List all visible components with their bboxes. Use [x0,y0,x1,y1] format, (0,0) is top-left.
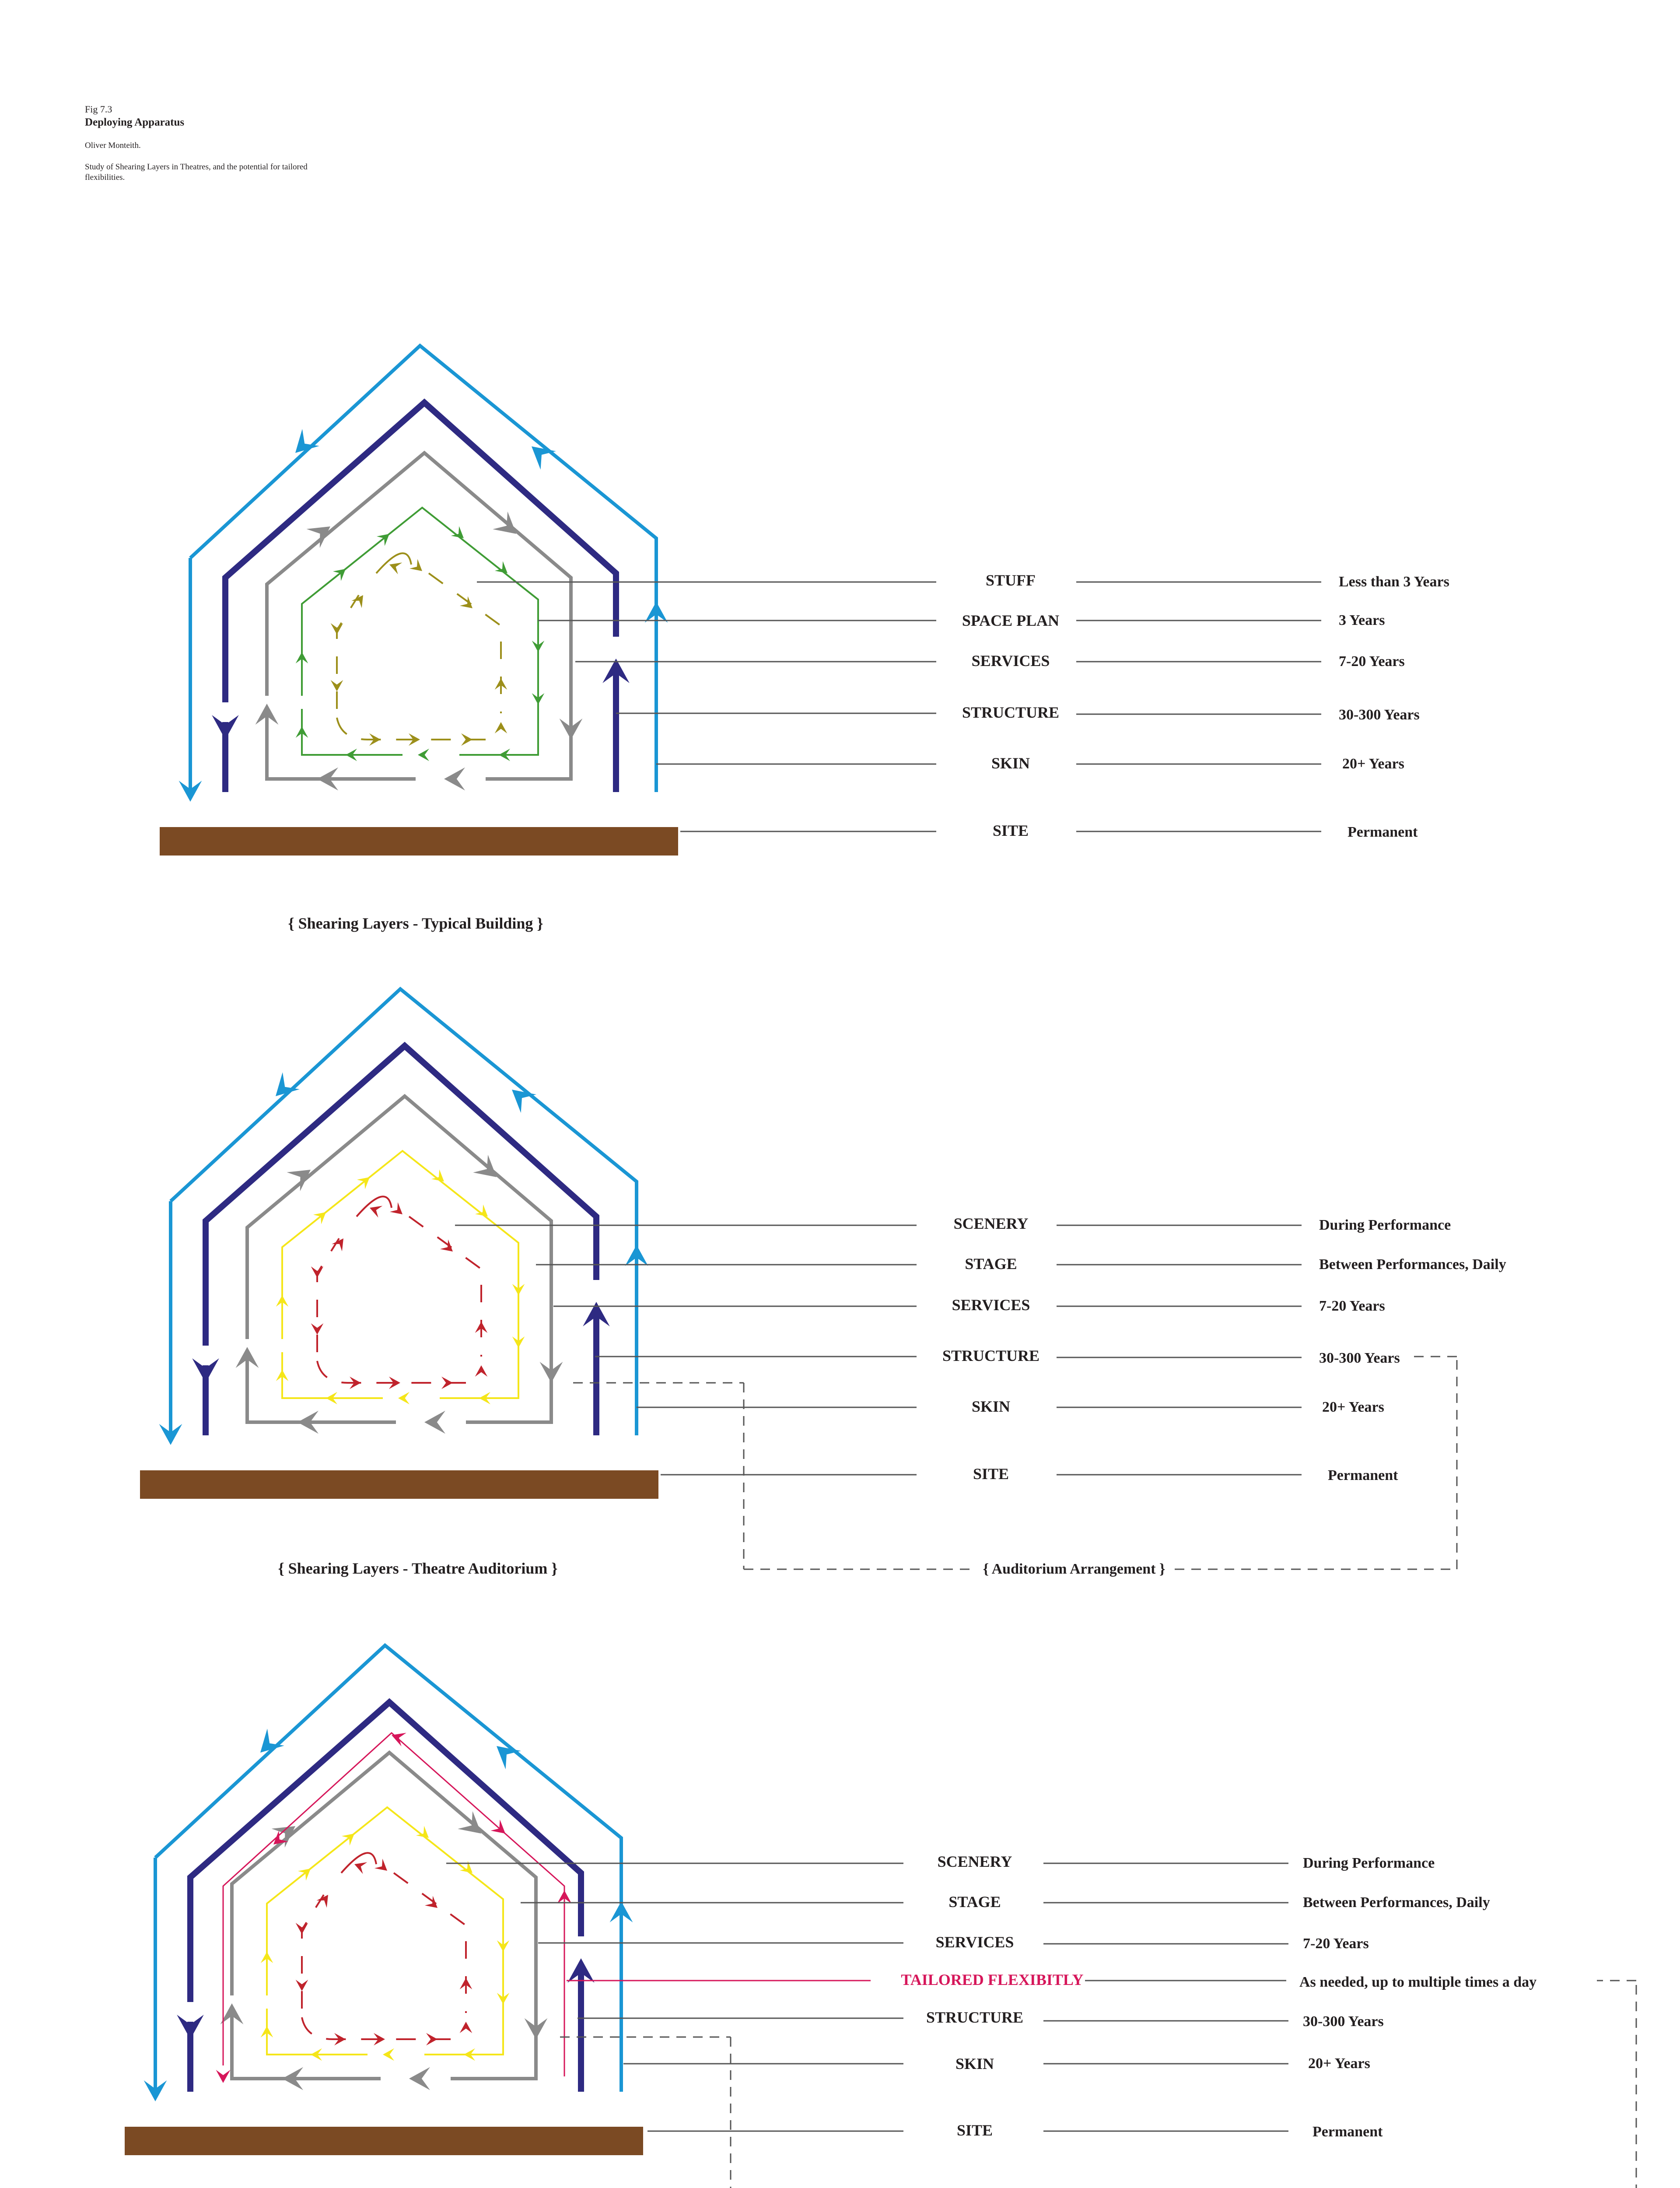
layer-value-stage: Between Performances, Daily [1319,1256,1506,1273]
core-layer-arrow [296,1923,308,1934]
layer-value-site: Permanent [1348,824,1418,840]
tailored-layer-frame [223,1733,564,2076]
layer-label-scenery: SCENERY [953,1215,1029,1232]
layer-value-scenery: During Performance [1303,1855,1435,1871]
layer-value-space-plan: 3 Years [1339,612,1385,628]
layer-value-stuff: Less than 3 Years [1339,574,1449,590]
layer-label-services: SERVICES [971,652,1050,670]
layer-value-services: 7-20 Years [1319,1298,1385,1314]
layer-value-structure: 30-300 Years [1303,2013,1384,2030]
layer-value-site: Permanent [1328,1467,1398,1483]
inner-layer-arrow [383,2048,394,2061]
site-slab [125,2127,643,2155]
services-arrow-roof-left [272,1826,295,1848]
core-layer-arrow [374,1858,387,1871]
layer-label-space-plan: SPACE PLAN [962,612,1060,629]
layer-label-site: SITE [992,822,1029,839]
bracket-label: { Auditorium Arrangement } [979,1561,1170,1578]
layer-label-stage: STAGE [965,1255,1017,1273]
core-layer-left [302,1895,324,2009]
layer-value-stage: Between Performances, Daily [1303,1894,1490,1911]
diagram-caption: { Shearing Layers - Theatre Auditorium } [278,1560,558,1577]
structure-arrow-down [177,2015,204,2039]
figure-title: Deploying Apparatus [85,116,185,128]
layer-value-structure: 30-300 Years [1319,1350,1400,1366]
layer-value-tailored-flexibility: As needed, up to multiple times a day [1299,1974,1537,1990]
skin-roof [155,1645,621,1952]
layer-label-site: SITE [956,2121,993,2139]
core-layer-arrow [354,1862,367,1874]
figure-number: Fig 7.3 [85,104,112,115]
services-lower [232,2013,381,2079]
layer-label-stuff: STUFF [985,572,1036,589]
layer-value-skin: 20+ Years [1342,756,1404,772]
layer-value-site: Permanent [1312,2124,1383,2140]
layer-label-site: SITE [973,1465,1009,1483]
layer-label-services: SERVICES [935,1933,1014,1951]
figure-author: Oliver Monteith. [85,141,141,150]
layer-value-structure: 30-300 Years [1339,707,1420,723]
core-layer-top [341,1853,376,1873]
skin-arrow-roof-right [497,1746,521,1769]
figure-description: Study of Shearing Layers in Theatres, and the potential for tailored flexibilities. [85,162,308,182]
layer-value-scenery: During Performance [1319,1217,1451,1233]
layer-value-skin: 20+ Years [1322,1399,1384,1415]
layer-label-structure: STRUCTURE [942,1347,1040,1364]
structure-frame [190,1702,581,2002]
layer-label-structure: STRUCTURE [962,704,1060,721]
layer-label-stage: STAGE [948,1893,1001,1911]
layer-label-structure: STRUCTURE [926,2009,1024,2026]
core-layer-arrow [460,2022,472,2033]
tailored-arrow-down [216,2070,231,2083]
layer-label-services: SERVICES [952,1296,1030,1314]
layer-label-skin: SKIN [971,1398,1011,1415]
layer-label-skin: SKIN [955,2055,994,2072]
inner-layer-lower [267,2009,368,2055]
core-layer-arrow [296,1980,308,1991]
layer-value-services: 7-20 Years [1339,653,1405,670]
layer-label-scenery: SCENERY [937,1853,1012,1870]
layer-value-services: 7-20 Years [1303,1936,1369,1952]
layer-label-tailored-flexibility: TAILORED FLEXIBITLY [901,1971,1084,1988]
diagram-caption: { Shearing Layers - Typical Building } [288,915,543,932]
services-arrow-bottom-1 [409,2067,430,2090]
core-layer-right [394,1873,466,2013]
layer-value-skin: 20+ Years [1308,2055,1370,2072]
layer-label-skin: SKIN [991,754,1030,772]
core-layer-arrow [426,2033,438,2046]
